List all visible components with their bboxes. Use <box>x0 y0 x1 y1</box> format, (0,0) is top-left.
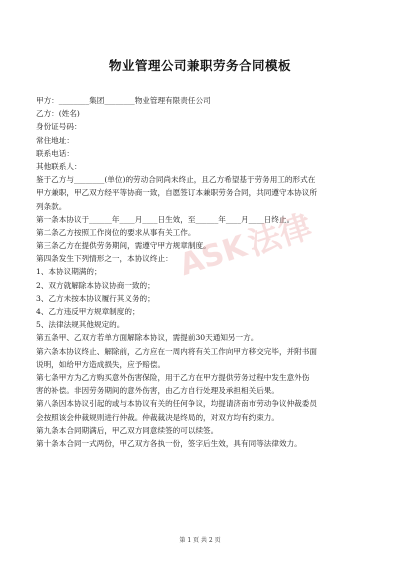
other-contact-line: 其他联系人： <box>36 161 82 171</box>
article-6: 说明，如给甲方造成损失，应予赔偿。 <box>36 359 166 369</box>
article-4-item: 4、乙方违反甲方规章制度的； <box>36 307 140 316</box>
article-1: 第一条本协议于______年____月____日生效，至______年____月____日终止。 <box>36 214 295 224</box>
article-4-item: 5、法律法规其他规定的。 <box>36 320 125 330</box>
article-7: 第七条甲方为乙方购买意外伤害保险，用于乙方在甲方提供劳务过程中发生意外伤 <box>36 372 310 382</box>
article-7: 害的补偿。非因劳务期间的意外伤害，由乙方自行处理及承担相关后果。 <box>36 386 279 396</box>
preamble-line: 列条款。 <box>36 201 67 211</box>
article-10: 第十条本合同一式两份，甲乙双方各执一份，签字后生效，具有同等法律效力。 <box>36 438 302 448</box>
contract-body <box>36 94 368 450</box>
article-4: 第四条发生下列情形之一，本协议终止： <box>36 254 173 264</box>
article-4-item: 3、乙方未按本协议履行其义务的； <box>36 293 155 303</box>
party-b-line: 乙方：(姓名) <box>36 109 80 119</box>
article-8: 第八条因本协议引起的或与本协议有关的任何争议，均提请济南市劳动争议仲裁委员 <box>36 399 317 409</box>
watermark-text: 法律 <box>243 206 317 263</box>
watermark-brand: ASK <box>175 228 251 284</box>
article-4-item: 1、本协议期满的； <box>36 267 102 277</box>
article-2: 第二条乙方按照工作岗位的要求从事有关工作。 <box>36 227 196 237</box>
party-a-line: 甲方：________集团________物业管理有限责任公司 <box>36 96 211 105</box>
article-6: 第六条本协议终止、解除前，乙方应在一周内将有关工作向甲方移交完毕，并附书面 <box>36 346 317 356</box>
page-title: 物业管理公司兼职劳务合同模板 <box>108 58 291 73</box>
article-9: 第九条本合同期满后，甲乙双方同意续签的可以续签。 <box>36 425 219 435</box>
phone-line: 联系电话： <box>36 148 74 158</box>
article-5: 第五条甲、乙双方若单方面解除本协议，需提前30天通知另一方。 <box>36 333 259 343</box>
page-footer: 第 1 页 共 2 页 <box>179 537 221 544</box>
preamble-line: 鉴于乙方与________(单位)的劳动合同尚未终止，且乙方希望基于劳务用工的形式在 <box>36 175 316 185</box>
preamble-line: 甲方兼职，甲乙双方经平等协商一致，自愿签订本兼职劳务合同，共同遵守本协议所 <box>36 188 317 198</box>
article-4-item: 2、双方就解除本协议协商一致的； <box>36 280 155 290</box>
article-8: 会按照该会仲裁规则进行仲裁。仲裁裁决是终局的，对双方均有约束力。 <box>36 412 279 422</box>
id-number-line: 身份证号码： <box>36 122 82 132</box>
article-3: 第三条乙方在提供劳务期间，需遵守甲方规章制度。 <box>36 241 211 251</box>
address-line: 常住地址： <box>36 135 74 145</box>
